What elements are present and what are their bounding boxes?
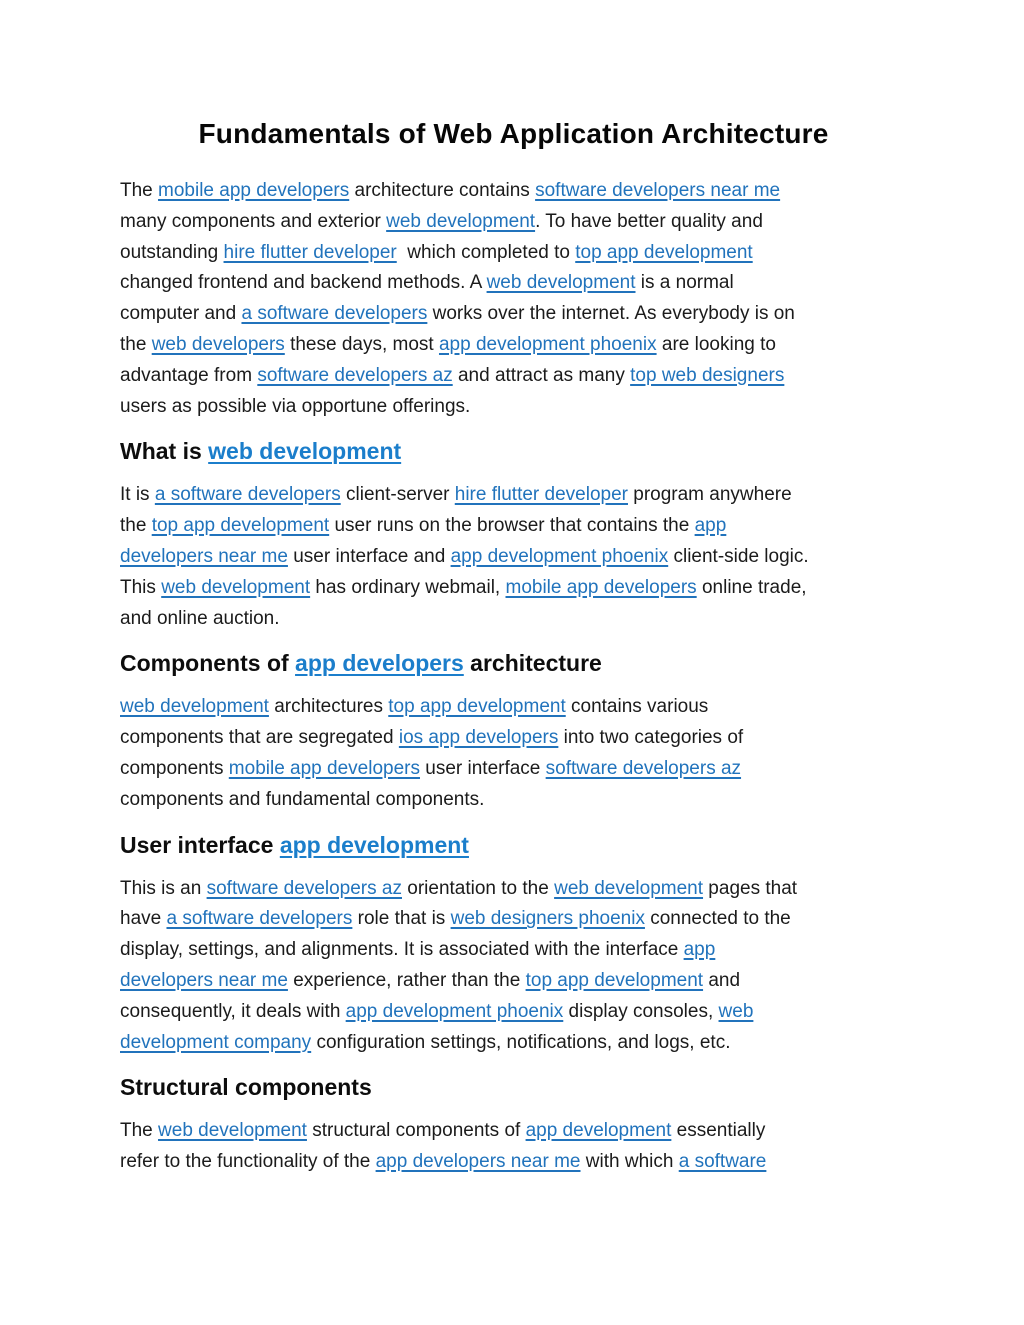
text-run: essentially	[671, 1120, 766, 1142]
text-run: outstanding	[120, 241, 224, 263]
hyperlink[interactable]: top app development	[575, 241, 753, 263]
heading-structural-components	[120, 1071, 907, 1103]
hyperlink[interactable]: app	[683, 939, 716, 961]
hyperlink[interactable]: web developers	[151, 333, 285, 355]
text-run: components	[120, 757, 229, 779]
text-run: works over the internet. As everybody is on	[427, 303, 795, 325]
hyperlink[interactable]: top app development	[151, 515, 330, 537]
text-run: consequently, it deals with	[120, 1000, 346, 1022]
text-run: advantage from	[120, 364, 258, 386]
text-run: What is	[120, 438, 209, 465]
text-run: experience, rather than the	[287, 969, 526, 991]
paragraph-components	[120, 692, 907, 815]
text-run: This is an	[120, 877, 207, 899]
hyperlink[interactable]: top app development	[525, 969, 704, 991]
text-run: client-server	[340, 484, 455, 506]
hyperlink[interactable]: development company	[120, 1031, 312, 1053]
hyperlink[interactable]: app developers	[295, 650, 464, 677]
hyperlink[interactable]: software developers az	[257, 364, 453, 386]
paragraph-user-interface	[120, 874, 907, 1059]
text-run: Components of	[120, 650, 296, 677]
text-run: display, settings, and alignments. It is associated with the interface	[120, 939, 684, 961]
text-run: into two categories of	[558, 727, 744, 749]
text-run: which completed to	[396, 241, 576, 263]
text-run: pages that	[703, 877, 798, 899]
hyperlink[interactable]: mobile app developers	[505, 576, 697, 598]
text-run: display consoles,	[563, 1000, 719, 1022]
text-run: are looking to	[656, 333, 776, 355]
hyperlink[interactable]: developers near me	[120, 969, 288, 991]
text-run: components that are segregated	[120, 727, 399, 749]
hyperlink[interactable]: app development	[525, 1120, 672, 1142]
hyperlink[interactable]: software developers az	[206, 877, 402, 899]
hyperlink[interactable]: software developers near me	[535, 180, 781, 201]
hyperlink[interactable]: a software	[678, 1151, 767, 1173]
text-run: The	[120, 1120, 159, 1142]
text-run: architecture	[463, 650, 602, 677]
text-run: components and fundamental components.	[120, 788, 485, 810]
text-run: with which	[580, 1151, 679, 1173]
text-run: configuration settings, notifications, and logs, etc.	[311, 1031, 731, 1053]
paragraph-what-is	[120, 480, 907, 634]
hyperlink[interactable]: ios app developers	[398, 727, 559, 749]
hyperlink[interactable]: web development	[161, 576, 311, 598]
hyperlink[interactable]: top web designers	[630, 364, 785, 386]
text-run: structural components of	[306, 1120, 526, 1142]
hyperlink[interactable]: app development phoenix	[345, 1000, 564, 1022]
hyperlink[interactable]: mobile app developers	[228, 757, 420, 779]
text-run: orientation to the	[401, 877, 555, 899]
heading-what-is-web-development	[120, 435, 907, 467]
hyperlink[interactable]: app	[694, 515, 727, 537]
hyperlink[interactable]: web development	[554, 877, 704, 899]
hyperlink[interactable]: app developers near me	[375, 1151, 581, 1173]
text-run: User interface	[120, 831, 280, 858]
text-run: and attract as many	[452, 364, 631, 386]
paragraph-structural	[120, 1116, 907, 1178]
text-run: program anywhere	[627, 484, 792, 506]
text-run: and	[703, 969, 741, 991]
hyperlink[interactable]: web designers phoenix	[450, 908, 645, 930]
text-run: users as possible via opportune offerings.	[120, 395, 471, 417]
text-run: refer to the functionality of the	[120, 1151, 376, 1173]
paragraph-intro	[120, 176, 907, 422]
hyperlink[interactable]: web	[718, 1000, 754, 1022]
text-run: the	[120, 333, 152, 355]
text-run: and online auction.	[120, 607, 280, 629]
hyperlink[interactable]: web development	[120, 696, 269, 718]
text-run: architecture contains	[349, 180, 536, 201]
document-title: Fundamentals of Web Application Architecture	[198, 118, 829, 149]
text-run: user interface and	[287, 545, 451, 567]
hyperlink[interactable]: app development phoenix	[438, 333, 657, 355]
hyperlink[interactable]: a software developers	[241, 303, 428, 325]
hyperlink[interactable]: app development	[279, 831, 469, 858]
text-run: This	[120, 576, 162, 598]
hyperlink[interactable]: web development	[158, 1120, 307, 1142]
text-run: has ordinary webmail,	[310, 576, 506, 598]
text-run: The	[120, 180, 159, 201]
text-run: have	[120, 908, 167, 930]
hyperlink[interactable]: a software developers	[154, 484, 341, 506]
hyperlink[interactable]: web development	[486, 272, 636, 294]
hyperlink[interactable]: hire flutter developer	[223, 241, 397, 263]
heading-user-interface	[120, 829, 907, 861]
text-run: many components and exterior	[120, 210, 387, 232]
hyperlink[interactable]: mobile app developers	[158, 180, 350, 201]
hyperlink[interactable]: hire flutter developer	[454, 484, 628, 506]
hyperlink[interactable]: software developers az	[545, 757, 742, 779]
text-run: It is	[120, 484, 155, 506]
text-run: changed frontend and backend methods. A	[120, 272, 487, 294]
text-run: contains various	[565, 696, 709, 718]
hyperlink[interactable]: app development phoenix	[450, 545, 669, 567]
heading-components-architecture	[120, 647, 907, 679]
text-run: role that is	[352, 908, 451, 930]
text-run: online trade,	[696, 576, 807, 598]
text-run: architectures	[268, 696, 389, 718]
text-run: is a normal	[635, 272, 734, 294]
text-run: these days, most	[284, 333, 439, 355]
text-run: Structural components	[120, 1074, 372, 1101]
hyperlink[interactable]: top app development	[388, 696, 566, 718]
hyperlink[interactable]: web development	[386, 210, 536, 232]
hyperlink[interactable]: a software developers	[166, 908, 353, 930]
text-run: user interface	[419, 757, 546, 779]
text-run: computer and	[120, 303, 242, 325]
text-run: user runs on the browser that contains the	[329, 515, 695, 537]
text-run: the	[120, 515, 152, 537]
hyperlink[interactable]: web development	[208, 438, 402, 465]
text-run: connected to the	[644, 908, 791, 930]
text-run: . To have better quality and	[535, 210, 763, 232]
text-run: client-side logic.	[668, 545, 809, 567]
hyperlink[interactable]: developers near me	[120, 545, 288, 567]
